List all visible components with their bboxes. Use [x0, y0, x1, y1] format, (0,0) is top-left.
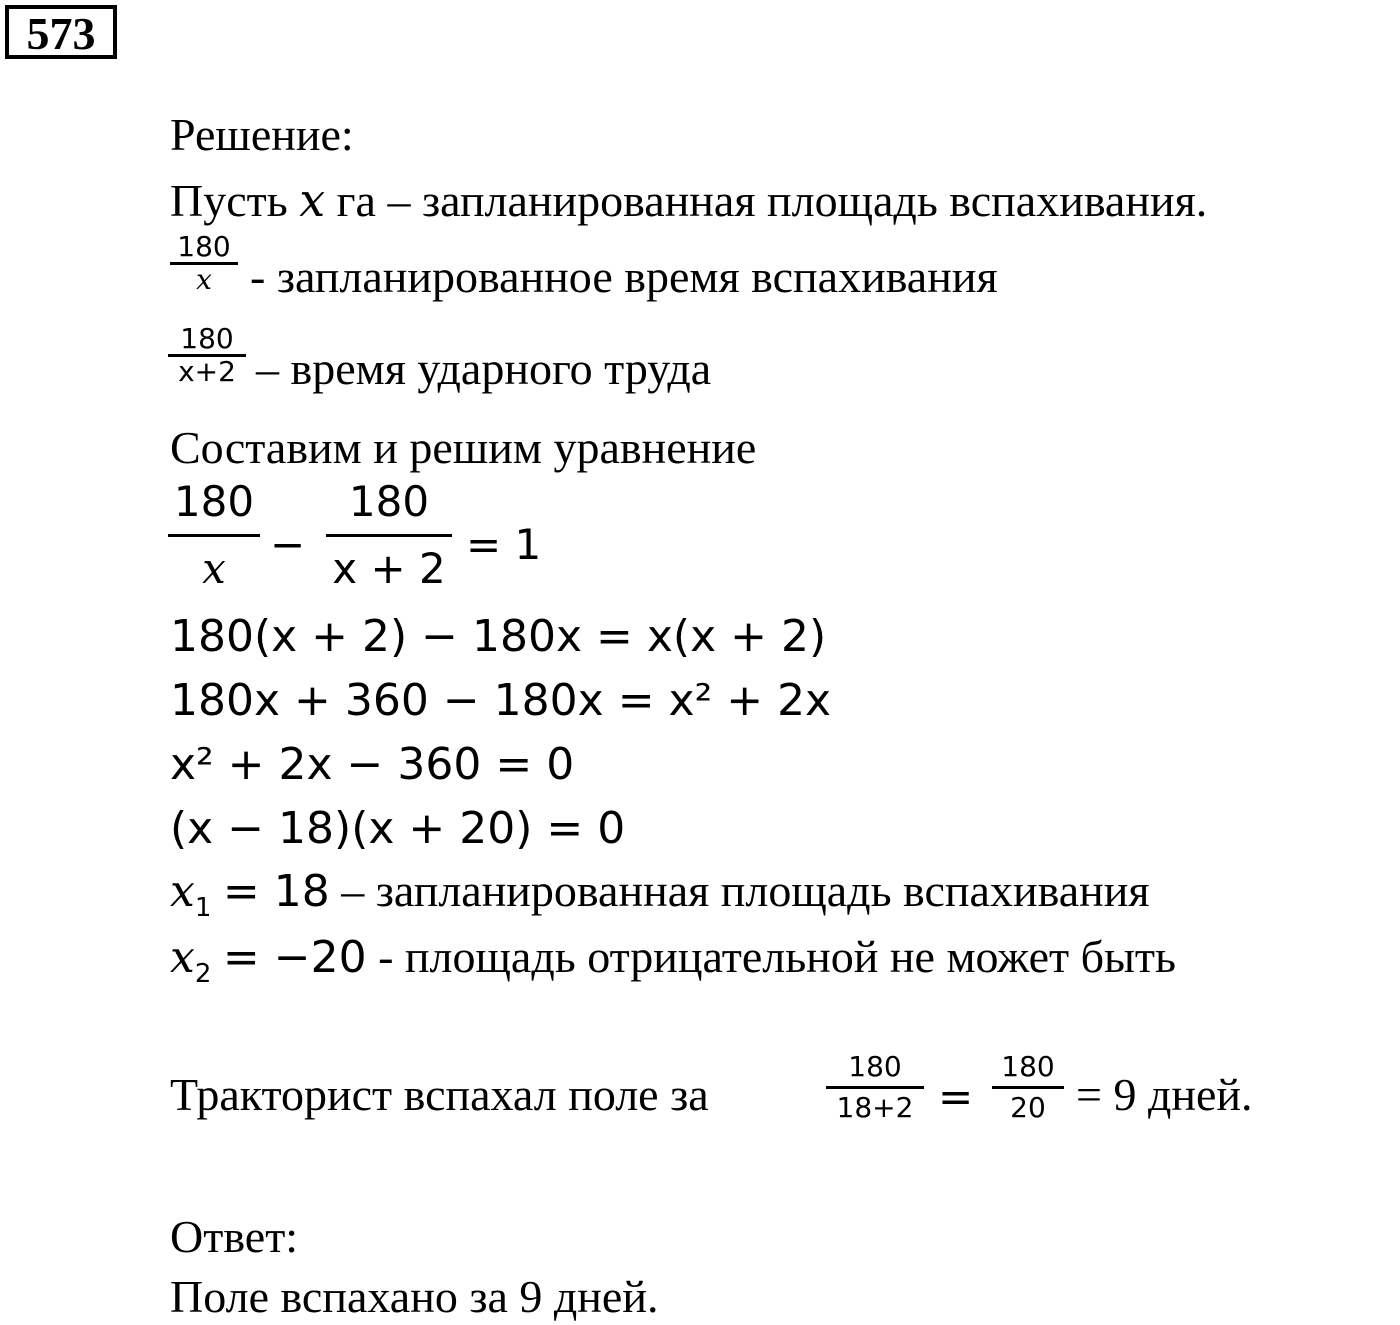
conclusion-fraction-2 [992, 1052, 1064, 1123]
root-1-line [170, 865, 1150, 923]
planned-time-fraction [170, 232, 238, 295]
root-2-value: = −20 [222, 932, 367, 983]
answer-text: Поле вспахано за 9 дней. [170, 1271, 659, 1322]
let-statement [170, 175, 1207, 225]
equation-minus: − [270, 520, 306, 569]
conclusion-suffix: = 9 дней. [1076, 1069, 1253, 1120]
answer-label: Ответ: [170, 1211, 299, 1262]
shock-time-denominator: x+2 [178, 355, 236, 388]
fraction-bar [826, 1086, 924, 1089]
conclusion-fraction-2-numerator: 180 [1001, 1050, 1055, 1083]
equation-fraction-2 [326, 477, 452, 593]
fraction-bar [992, 1086, 1064, 1089]
let-prefix: Пусть [170, 175, 288, 226]
equation-fraction-1-denominator: x [202, 544, 226, 593]
shock-time-text: – время ударного труда [256, 343, 712, 394]
equation-fraction-2-denominator: x + 2 [332, 544, 446, 593]
let-suffix: га – запланированная площадь вспахивания. [336, 175, 1208, 226]
root-1-value: = 18 [222, 866, 330, 917]
conclusion-fraction-1 [826, 1052, 924, 1123]
planned-time-numerator: 180 [177, 230, 231, 263]
root-2-text: - площадь отрицательной не может быть [378, 931, 1176, 982]
conclusion-fraction-1-numerator: 180 [848, 1050, 902, 1083]
step-3: x² + 2x − 360 = 0 [170, 739, 575, 790]
step-1: 180(x + 2) − 180x = x(x + 2) [170, 611, 827, 662]
shock-time-numerator: 180 [180, 322, 234, 355]
planned-time-denominator: x [196, 263, 212, 296]
conclusion-fraction-2-denominator: 20 [1010, 1091, 1046, 1124]
fraction-bar [326, 534, 452, 537]
root-1-text: – запланированная площадь вспахивания [341, 865, 1150, 916]
equation-fraction-1 [168, 477, 260, 593]
step-2: 180x + 360 − 180x = x² + 2x [170, 675, 832, 726]
compose-line: Составим и решим уравнение [170, 422, 757, 473]
root-2-subscript: 2 [194, 959, 212, 989]
step-4: (x − 18)(x + 20) = 0 [170, 803, 626, 854]
planned-time-text: - запланированное время вспахивания [250, 251, 998, 302]
conclusion-equals: = [938, 1072, 974, 1121]
fraction-bar [168, 534, 260, 537]
let-variable: x [299, 173, 326, 227]
conclusion-fraction-1-denominator: 18+2 [836, 1091, 914, 1124]
equation-rhs: = 1 [466, 520, 542, 569]
equation-fraction-1-numerator: 180 [173, 477, 255, 526]
root-1-variable: x [170, 866, 195, 917]
shock-time-fraction [168, 324, 246, 387]
solution-heading: Решение: [170, 109, 354, 160]
conclusion-prefix: Тракторист вспахал поле за [170, 1069, 709, 1120]
root-1-subscript: 1 [194, 893, 212, 923]
problem-number: 573 [5, 5, 117, 59]
equation-fraction-2-numerator: 180 [348, 477, 430, 526]
root-2-variable: x [170, 932, 195, 983]
root-2-line [170, 931, 1176, 989]
